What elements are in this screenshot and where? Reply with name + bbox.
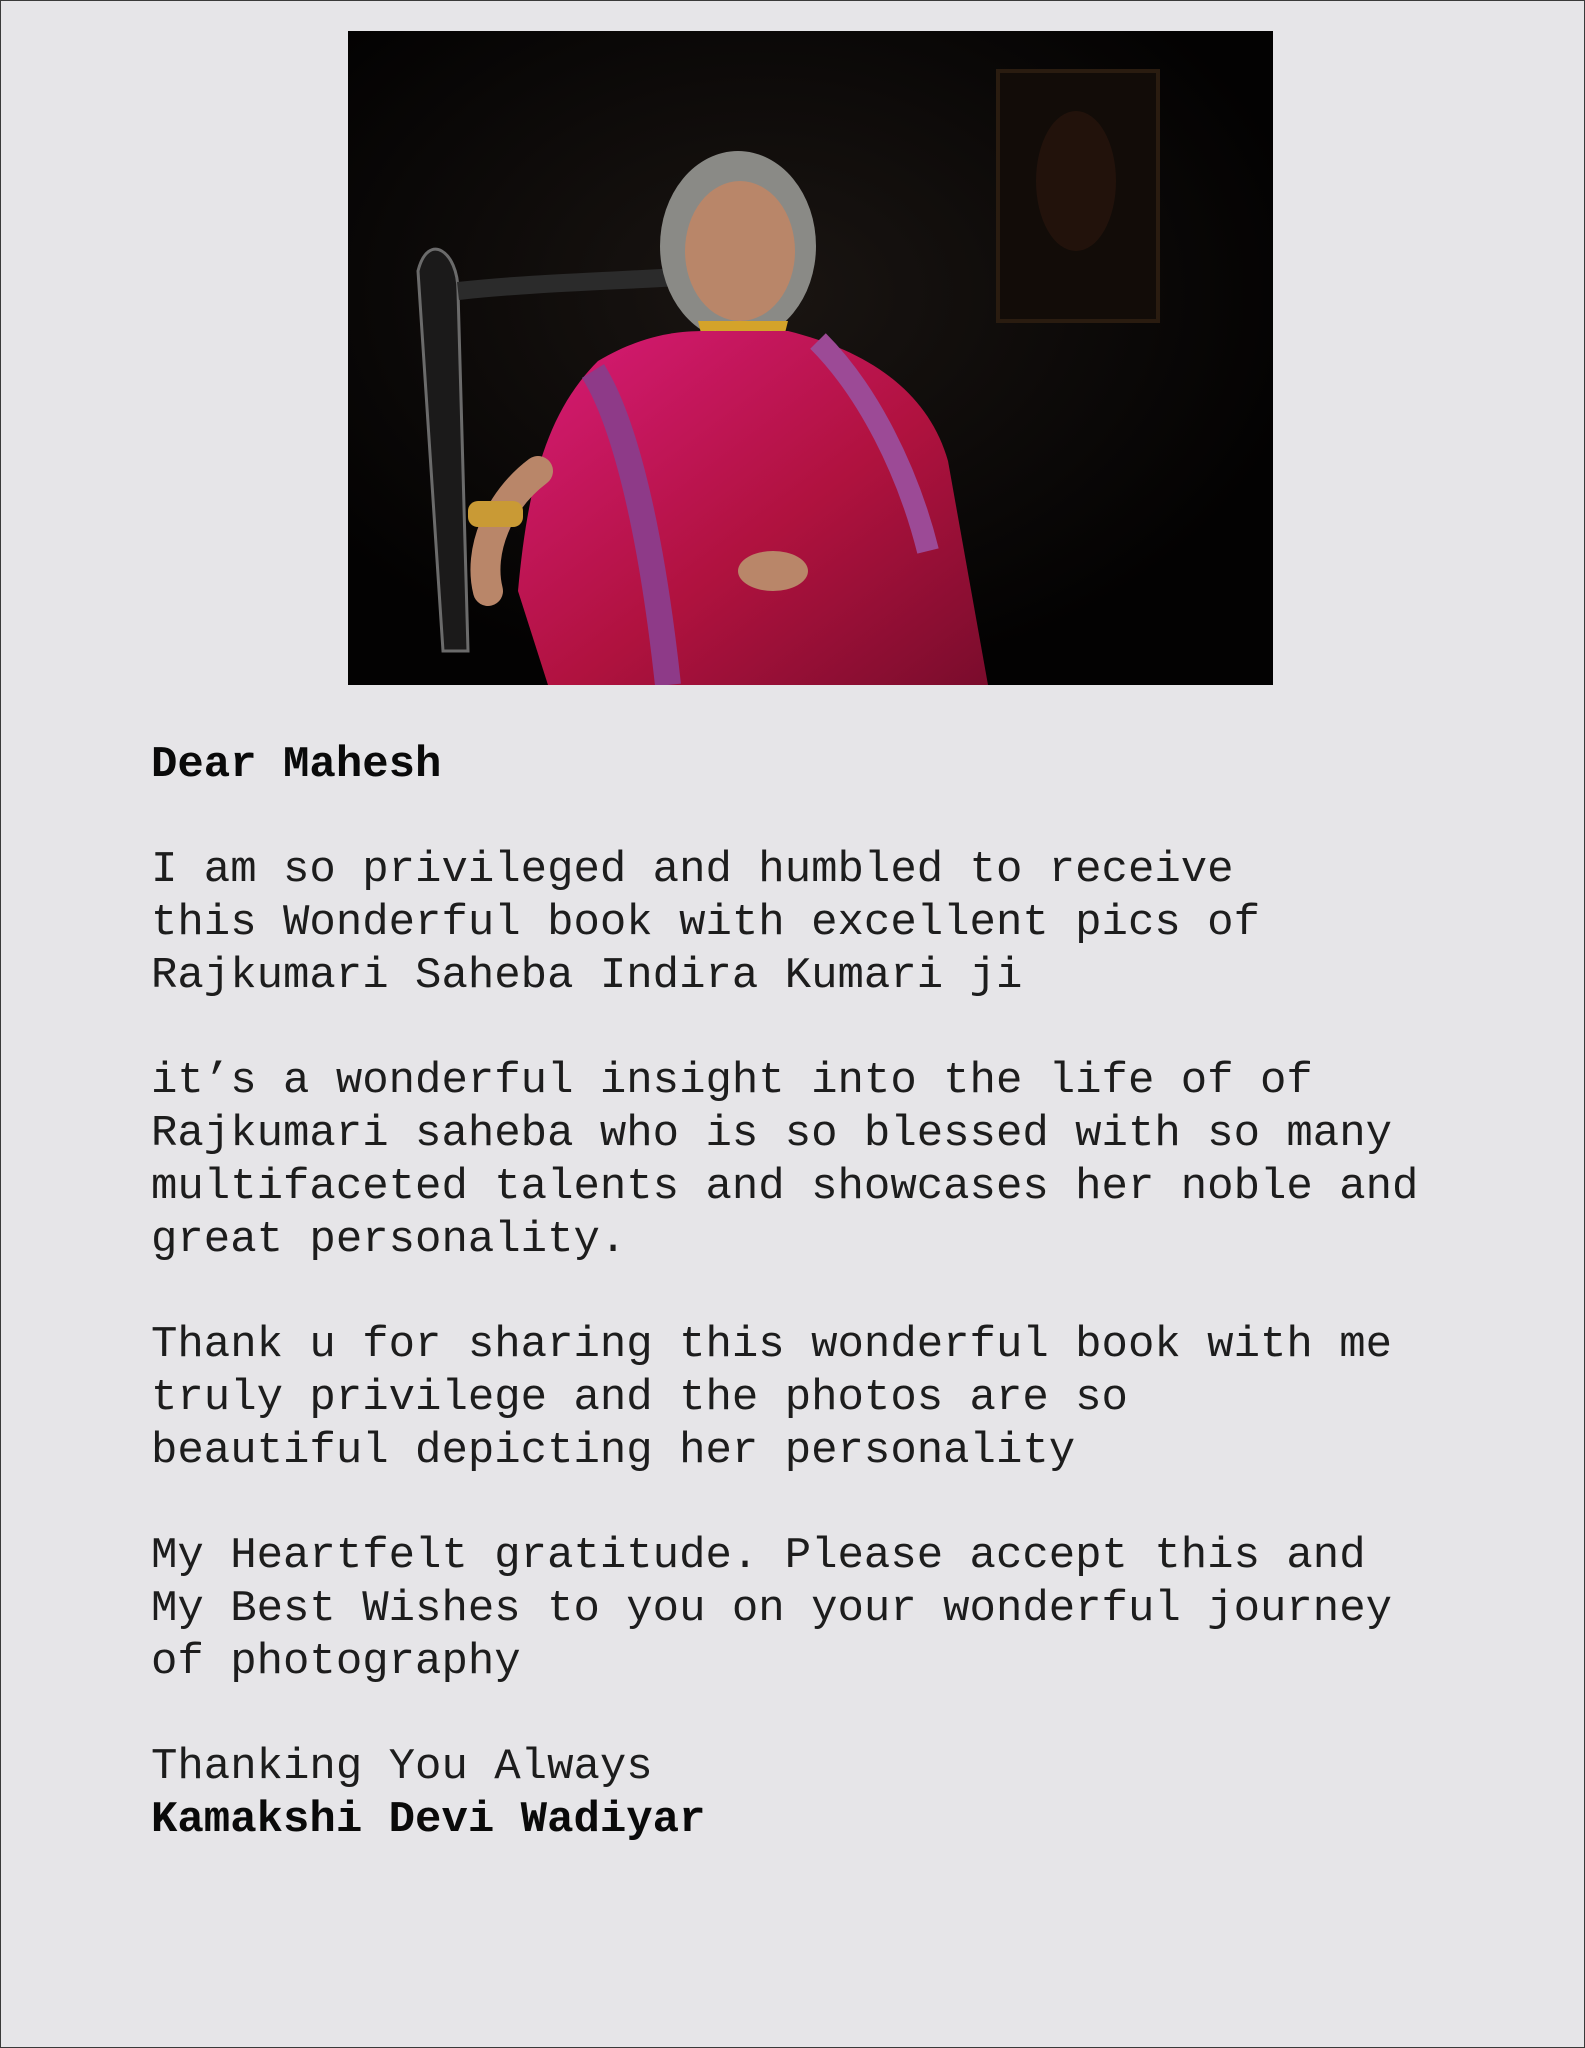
- letter-line: Rajkumari Saheba Indira Kumari ji: [151, 951, 1023, 1001]
- paragraph-1: [151, 844, 1451, 1003]
- letter-line: truly privilege and the photos are so: [151, 1373, 1128, 1423]
- paragraph-4: [151, 1530, 1451, 1689]
- letter-line: Thank u for sharing this wonderful book with me: [151, 1320, 1393, 1370]
- letter-line: of photography: [151, 1637, 521, 1687]
- paragraph-2: [151, 1055, 1451, 1267]
- letter-line: Rajkumari saheba who is so blessed with so many: [151, 1109, 1393, 1159]
- portrait-illustration: [348, 31, 1273, 685]
- letter-line: My Best Wishes to you on your wonderful journey: [151, 1584, 1393, 1634]
- letter-line: beautiful depicting her personality: [151, 1426, 1076, 1476]
- letter-line: I am so privileged and humbled to receive: [151, 845, 1234, 895]
- letter-line: great personality.: [151, 1215, 627, 1265]
- salutation: Dear Mahesh: [151, 740, 442, 790]
- letter-line: multifaceted talents and showcases her noble and: [151, 1162, 1419, 1212]
- letter-line: this Wonderful book with excellent pics of: [151, 898, 1260, 948]
- portrait-photo: [348, 31, 1273, 685]
- letter-line: it’s a wonderful insight into the life of of: [151, 1056, 1313, 1106]
- letter-line: My Heartfelt gratitude. Please accept this and: [151, 1531, 1366, 1581]
- paragraph-3: [151, 1319, 1451, 1478]
- letter-body: [151, 739, 1451, 1847]
- closing: Thanking You Always: [151, 1742, 653, 1792]
- signature: Kamakshi Devi Wadiyar: [151, 1795, 706, 1845]
